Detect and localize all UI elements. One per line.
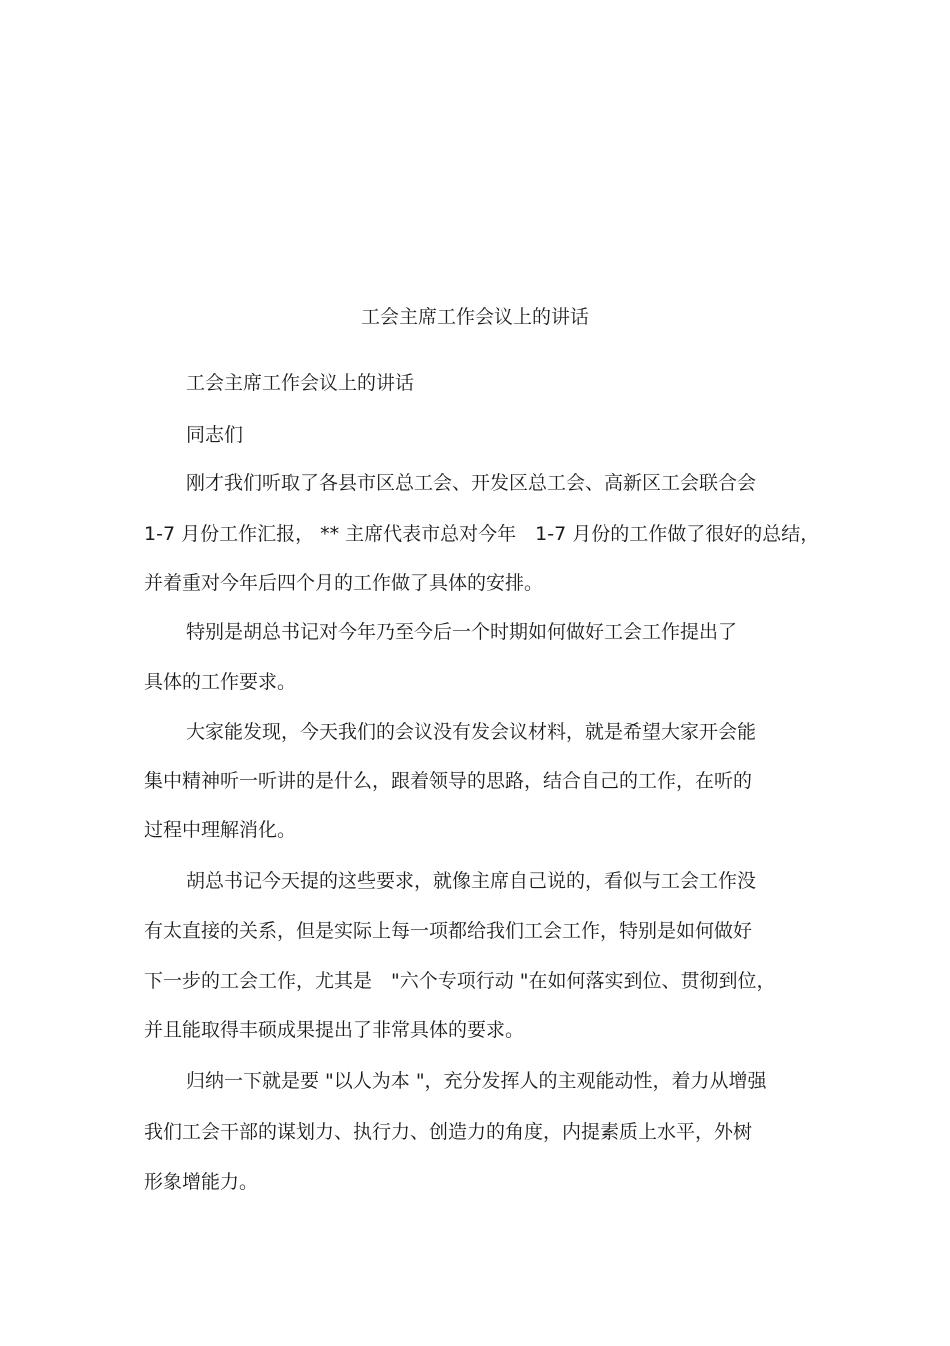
paragraph-5-line-3: 形象增能力。 (144, 1171, 259, 1193)
paragraph-4-line-1: 胡总书记今天提的这些要求，就像主席自己说的，看似与工会工作没 (186, 870, 757, 892)
paragraph-1-line-2: 1-7 月份工作汇报， ** 主席代表市总对今年 1-7 月份的工作做了很好的总结， (144, 523, 820, 545)
paragraph-3-line-2: 集中精神听一听讲的是什么，跟着领导的思路，结合自己的工作，在听的 (144, 770, 753, 792)
paragraph-4-line-3: 下一步的工会工作，尤其是 "六个专项行动 "在如何落实到位、贯彻到位， (144, 970, 776, 992)
salutation-line: 同志们 (186, 424, 244, 446)
subtitle-line: 工会主席工作会议上的讲话 (186, 372, 415, 394)
paragraph-3-line-3: 过程中理解消化。 (144, 819, 297, 841)
paragraph-5-line-2: 我们工会干部的谋划力、执行力、创造力的角度，内提素质上水平，外树 (144, 1121, 753, 1143)
paragraph-3-line-1: 大家能发现，今天我们的会议没有发会议材料，就是希望大家开会能 (186, 721, 757, 743)
paragraph-1-line-1: 刚才我们听取了各县市区总工会、开发区总工会、高新区工会联合会 (186, 472, 757, 494)
paragraph-4-line-2: 有太直接的关系，但是实际上每一项都给我们工会工作，特别是如何做好 (144, 920, 753, 942)
paragraph-2-line-1: 特别是胡总书记对今年乃至今后一个时期如何做好工会工作提出了 (186, 621, 738, 643)
document-title: 工会主席工作会议上的讲话 (360, 306, 589, 328)
paragraph-5-line-1: 归纳一下就是要 "以人为本 "，充分发挥人的主观能动性，着力从增强 (186, 1070, 767, 1092)
paragraph-2-line-2: 具体的工作要求。 (144, 671, 297, 693)
paragraph-1-line-3: 并着重对今年后四个月的工作做了具体的安排。 (144, 572, 544, 594)
paragraph-4-line-4: 并且能取得丰硕成果提出了非常具体的要求。 (144, 1019, 525, 1041)
